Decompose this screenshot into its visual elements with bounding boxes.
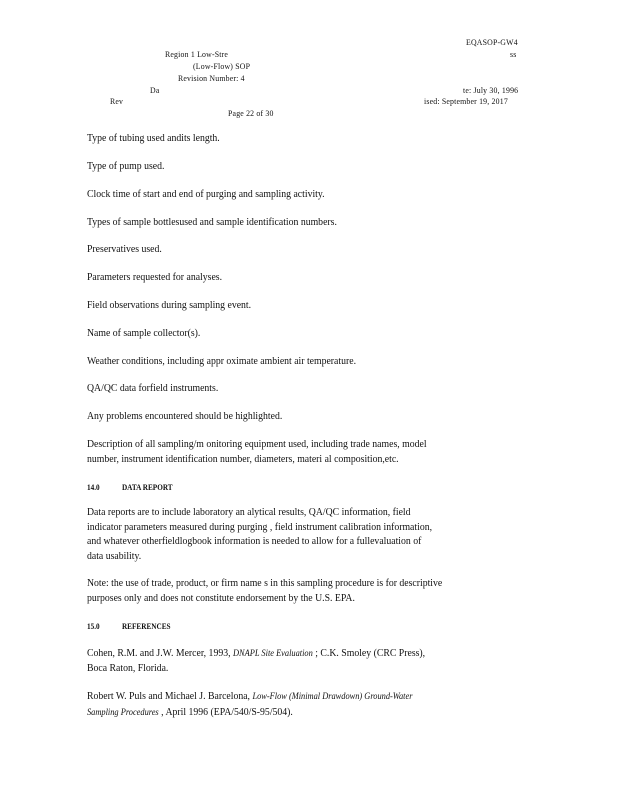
header-revised-left: Rev — [110, 96, 124, 106]
data-report-paragraph — [87, 506, 485, 564]
paragraph-line: purposes only and does not constitute endorsement by the U.S. EPA. — [87, 592, 355, 604]
list-item: Preservatives used. — [87, 244, 162, 255]
reference-text: , April 1996 (EPA/540/S-95/504). — [158, 706, 293, 718]
description-line: Description of all sampling/m onitoring equipment used, including trade names, model — [87, 439, 427, 450]
reference-cohen — [87, 646, 485, 676]
reference-text: Boca Raton, Florida. — [87, 662, 169, 674]
section-number: 14.0 — [87, 482, 100, 492]
paragraph-line: Data reports are to include laboratory an alytical results, QA/QC information, field — [87, 507, 411, 518]
reference-title: Sampling Procedures — [87, 706, 159, 717]
note-paragraph — [87, 577, 485, 606]
list-item: Clock time of start and end of purging and sampling activity. — [87, 189, 325, 200]
list-item: Parameters requested for analyses. — [87, 272, 223, 283]
section-title: DATA REPORT — [121, 482, 173, 492]
list-item: Type of pump used. — [87, 161, 165, 172]
description-line: number, instrument identification number, diameters, materi al composition,etc. — [87, 453, 399, 465]
reference-puls — [87, 689, 485, 720]
section-number: 15.0 — [87, 621, 100, 631]
header-low-flow: (Low-Flow) SOP — [193, 61, 251, 71]
header-date-right: te: July 30, 1996 — [463, 85, 519, 95]
header-region-tail: ss — [510, 49, 517, 59]
list-item: Field observations during sampling event. — [87, 300, 252, 311]
paragraph-line: and whatever otherfieldlogbook information is needed to allow for a fullevaluation of — [87, 536, 422, 547]
paragraph-line: Note: the use of trade, product, or firm name s in this sampling procedure is for descriptive — [87, 578, 443, 589]
section-heading-references — [87, 621, 171, 631]
paragraph-line: indicator parameters measured during purging , field instrument calibration information, — [87, 521, 433, 533]
description-paragraph — [87, 438, 485, 467]
reference-text: Robert W. Puls and Michael J. Barcelona, — [87, 691, 253, 702]
list-item: Any problems encountered should be highlighted. — [87, 411, 283, 422]
header-region-line: Region 1 Low-Stre — [165, 49, 229, 59]
reference-text: Cohen, R.M. and J.W. Mercer, 1993, — [87, 648, 233, 659]
section-title: REFERENCES — [121, 621, 171, 631]
header-date-left: Da — [150, 85, 160, 95]
header-revised-right: ised: September 19, 2017 — [424, 96, 508, 106]
header-revision-number: Revision Number: 4 — [178, 73, 245, 83]
document-id: EQASOP-GW4 — [466, 37, 518, 47]
header-page-number: Page 22 of 30 — [228, 108, 274, 118]
reference-text: ; C.K. Smoley (CRC Press), — [312, 648, 426, 659]
list-item: QA/QC data forfield instruments. — [87, 383, 219, 394]
reference-title: Low-Flow (Minimal Drawdown) Ground-Water — [252, 691, 413, 701]
list-item: Types of sample bottlesused and sample identification numbers. — [87, 217, 337, 228]
reference-title: DNAPL Site Evaluation — [232, 648, 313, 658]
section-heading-data-report — [87, 482, 173, 492]
list-item: Weather conditions, including appr oximate ambient air temperature. — [87, 356, 357, 367]
paragraph-line: data usability. — [87, 550, 142, 562]
list-item: Name of sample collector(s). — [87, 328, 201, 339]
list-item: Type of tubing used andits length. — [87, 133, 220, 144]
